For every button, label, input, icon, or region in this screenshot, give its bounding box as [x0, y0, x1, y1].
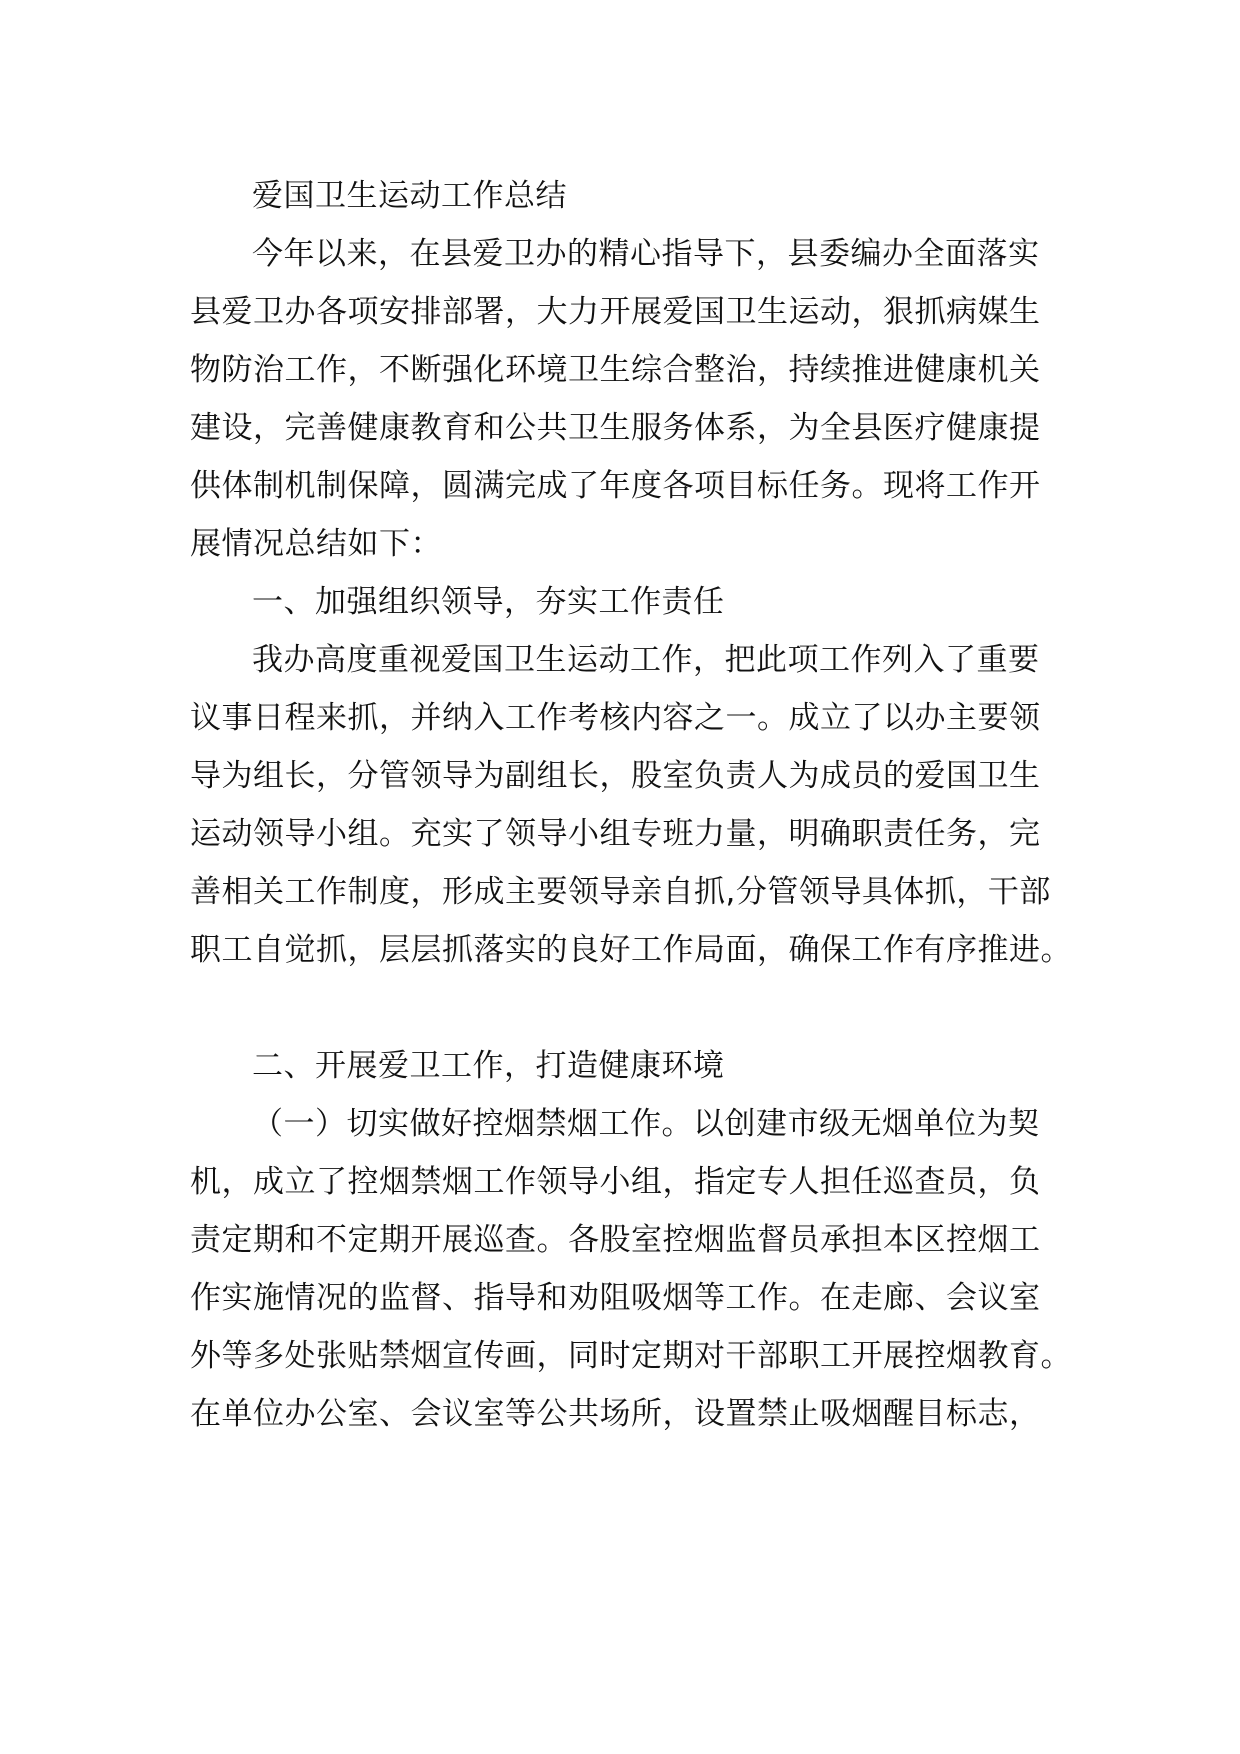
section2-line: 在单位办公室、会议室等公共场所，设置禁止吸烟醒目标志， — [190, 1396, 1041, 1432]
section1-line: 议事日程来抓，并纳入工作考核内容之一。成立了以办主要领 — [190, 700, 1041, 736]
section-heading: 二、开展爱卫工作，打造健康环境 — [252, 1048, 725, 1084]
section1-line: 善相关工作制度，形成主要领导亲自抓,分管领导具体抓，干部 — [190, 874, 1051, 910]
intro-line: 县爱卫办各项安排部署，大力开展爱国卫生运动，狠抓病媒生 — [190, 294, 1041, 330]
section1-line: 我办高度重视爱国卫生运动工作，把此项工作列入了重要 — [252, 642, 1040, 678]
intro-line: 今年以来，在县爱卫办的精心指导下，县委编办全面落实 — [252, 236, 1040, 272]
section2-line: （一）切实做好控烟禁烟工作。以创建市级无烟单位为契 — [252, 1106, 1040, 1142]
document-title: 爱国卫生运动工作总结 — [252, 178, 567, 214]
section2-line: 机，成立了控烟禁烟工作领导小组，指定专人担任巡查员，负 — [190, 1164, 1041, 1200]
section2-line: 作实施情况的监督、指导和劝阻吸烟等工作。在走廊、会议室 — [190, 1280, 1041, 1316]
section-heading: 一、加强组织领导，夯实工作责任 — [252, 584, 725, 620]
section2-line: 责定期和不定期开展巡查。各股室控烟监督员承担本区控烟工 — [190, 1222, 1041, 1258]
section2-line: 外等多处张贴禁烟宣传画，同时定期对干部职工开展控烟教育。 — [190, 1338, 1072, 1374]
intro-line: 供体制机制保障，圆满完成了年度各项目标任务。现将工作开 — [190, 468, 1041, 504]
section1-line: 运动领导小组。充实了领导小组专班力量，明确职责任务，完 — [190, 816, 1041, 852]
section1-line: 导为组长，分管领导为副组长，股室负责人为成员的爱国卫生 — [190, 758, 1041, 794]
intro-line: 建设，完善健康教育和公共卫生服务体系，为全县医疗健康提 — [190, 410, 1041, 446]
intro-line: 物防治工作，不断强化环境卫生综合整治，持续推进健康机关 — [190, 352, 1041, 388]
section1-line: 职工自觉抓，层层抓落实的良好工作局面，确保工作有序推进。 — [190, 932, 1072, 968]
intro-line: 展情况总结如下： — [190, 526, 442, 562]
